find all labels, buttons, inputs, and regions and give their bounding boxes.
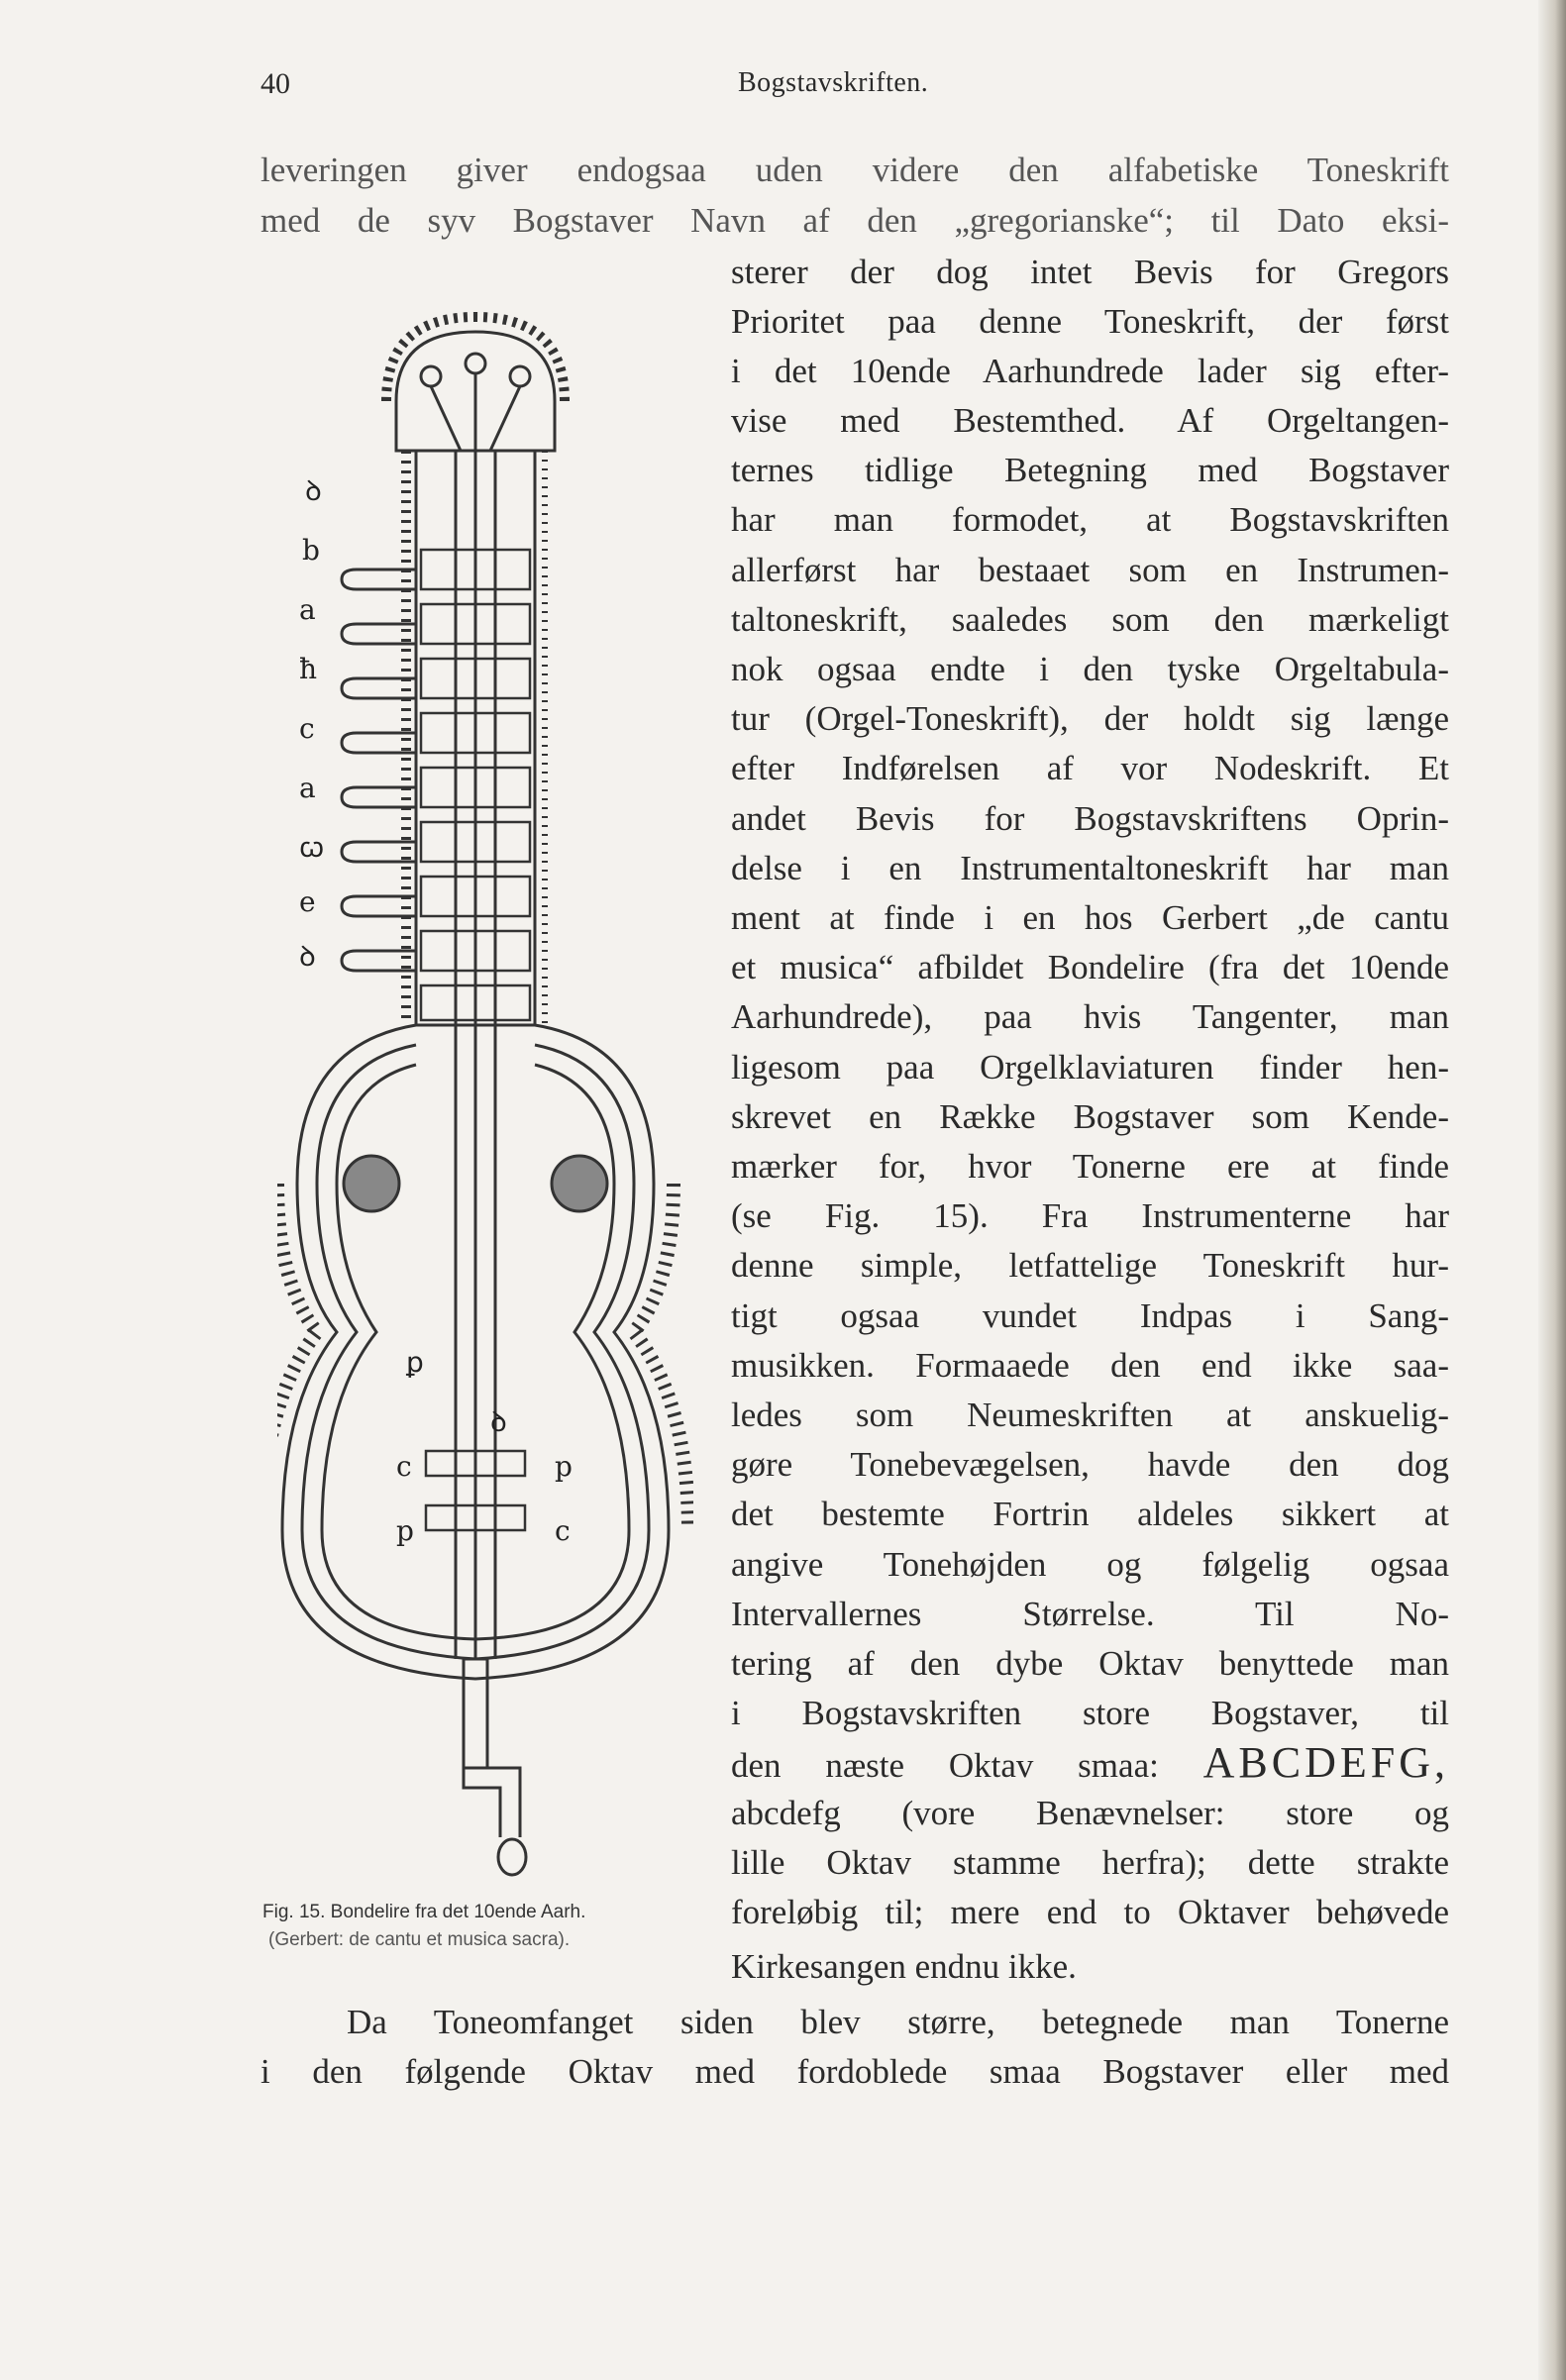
text-line: mærker for, hvor Tonerne ere at finde [731, 1147, 1449, 1186]
running-title: Bogstavskriften. [738, 67, 929, 98]
text-line: Da Toneomfanget siden blev større, betegnede man Tonerne [347, 2003, 1449, 2041]
svg-text:ꝺ: ꝺ [299, 940, 316, 973]
text-line: ligesom paa Orgelklaviaturen finder hen- [731, 1048, 1449, 1087]
text-line: tering af den dybe Oktav benyttede man [731, 1644, 1449, 1683]
text-line: abcdefg (vore Benævnelser: store og [731, 1794, 1449, 1832]
text-line: allerførst har bestaaet som en Instrumen- [731, 551, 1449, 589]
text-line: delse i en Instrumentaltoneskrift har man [731, 849, 1449, 887]
text-line: lille Oktav stamme herfra); dette strakte [731, 1843, 1449, 1882]
svg-text:ꞷ: ꞷ [299, 831, 325, 864]
text-line: andet Bevis for Bogstavskriftens Oprin- [731, 799, 1449, 838]
page-edge [1538, 0, 1566, 2380]
text-line: ledes som Neumeskriften at anskuelig- [731, 1396, 1449, 1434]
text-line: foreløbig til; mere end to Oktaver behøvede [731, 1893, 1449, 1931]
svg-text:p: p [396, 1514, 414, 1547]
svg-text:e: e [299, 885, 316, 918]
text-line: Intervallernes Størrelse. Til No- [731, 1595, 1449, 1633]
text-line: Kirkesangen endnu ikke. [731, 1947, 1077, 1986]
svg-text:c: c [299, 712, 315, 745]
text-line: gøre Tonebevægelsen, havde den dog [731, 1445, 1449, 1484]
text-line: denne simple, letfattelige Toneskrift hur- [731, 1246, 1449, 1285]
svg-text:ꝑ: ꝑ [406, 1346, 424, 1379]
text-fragment: den næste Oktav smaa: [731, 1746, 1203, 1785]
figure-caption [262, 1899, 728, 1954]
text-line: tigt ogsaa vundet Indpas i Sang- [731, 1296, 1449, 1335]
text-line: nok ogsaa endte i den tyske Orgeltabula- [731, 650, 1449, 688]
svg-text:b: b [302, 534, 320, 567]
text-line: tur (Orgel-Toneskrift), der holdt sig længe [731, 699, 1449, 738]
text-line: sterer der dog intet Bevis for Gregors [731, 253, 1449, 291]
text-line [731, 1738, 1449, 1791]
text-line: har man formodet, at Bogstavskriften [731, 500, 1449, 539]
text-line: ment at finde i en hos Gerbert „de cantu [731, 898, 1449, 937]
page-number: 40 [261, 67, 290, 100]
svg-text:c: c [396, 1450, 412, 1483]
text-line: Prioritet paa denne Toneskrift, der først [731, 302, 1449, 341]
figure-bondelire [277, 292, 693, 1877]
text-line: (se Fig. 15). Fra Instrumenterne har [731, 1196, 1449, 1235]
caption-line: (Gerbert: de cantu et musica sacra). [268, 1929, 571, 1950]
text-line: skrevet en Række Bogstaver som Kende- [731, 1097, 1449, 1136]
text-line: i Bogstavskriften store Bogstaver, til [731, 1694, 1449, 1732]
text-line: med de syv Bogstaver Navn af den „gregorianske“; til Dato eksi- [261, 201, 1449, 240]
caption-line: Fig. 15. Bondelire fra det 10ende Aarh. [262, 1902, 586, 1922]
page-header [0, 67, 1566, 107]
svg-text:c: c [555, 1514, 571, 1547]
text-line: Aarhundrede), paa hvis Tangenter, man [731, 997, 1449, 1036]
text-line: efter Indførelsen af vor Nodeskrift. Et [731, 749, 1449, 787]
text-line: taltoneskrift, saaledes som den mærkeligt [731, 600, 1449, 639]
text-line: det bestemte Fortrin aldeles sikkert at [731, 1495, 1449, 1533]
text-line: angive Tonehøjden og følgelig ogsaa [731, 1545, 1449, 1584]
uppercase-letters: ABCDEFG, [1202, 1738, 1449, 1787]
svg-text:p: p [555, 1450, 573, 1483]
svg-text:ꝺ: ꝺ [305, 474, 322, 507]
text-line: i den følgende Oktav med fordoblede smaa Bogstaver eller med [261, 2052, 1449, 2091]
text-line: musikken. Formaaede den end ikke saa- [731, 1346, 1449, 1385]
svg-text:a: a [299, 772, 316, 804]
svg-text:a: a [299, 593, 316, 626]
text-line: ternes tidlige Betegning med Bogstaver [731, 451, 1449, 489]
svg-text:ꝺ: ꝺ [490, 1405, 507, 1438]
text-line: i det 10ende Aarhundrede lader sig efter- [731, 352, 1449, 390]
text-line: vise med Bestemthed. Af Orgeltangen- [731, 401, 1449, 440]
svg-text:ħ: ħ [299, 653, 318, 685]
bondelire-illustration [277, 292, 693, 1877]
text-line: et musica“ afbildet Bondelire (fra det 10ende [731, 948, 1449, 986]
text-line: leveringen giver endogsaa uden videre den alfabetiske Toneskrift [261, 151, 1449, 189]
